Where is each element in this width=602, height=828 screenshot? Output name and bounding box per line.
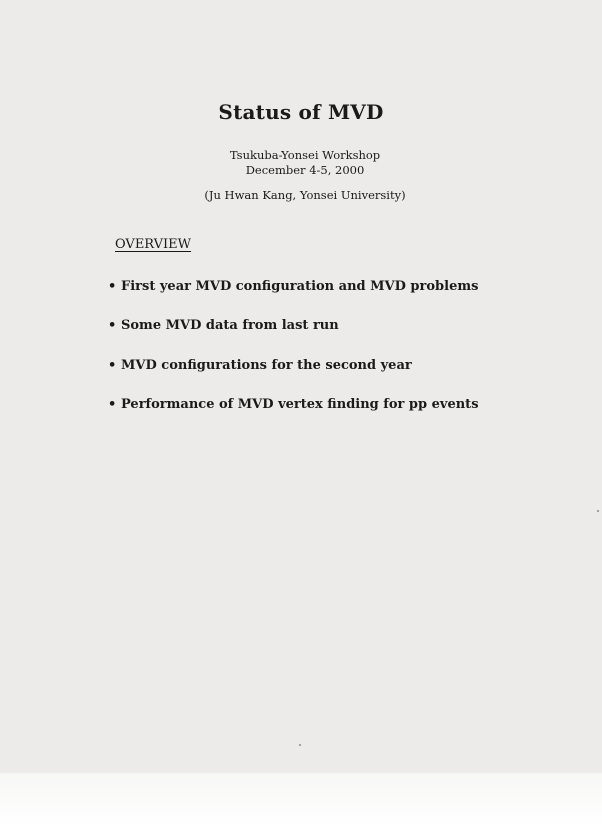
list-item [108,318,479,357]
list-item-text: MVD configurations for the second year [121,357,412,373]
list-item-text: Some MVD data from last run [121,318,339,334]
author-line: (Ju Hwan Kang, Yonsei University) [204,188,406,202]
scan-speck [299,744,301,746]
list-item [108,358,479,397]
list-item [108,279,479,318]
list-item-text: Performance of MVD vertex finding for pp events [121,396,479,412]
list-item [108,397,479,436]
bullet-icon: • [108,318,117,334]
scan-margin [0,773,602,828]
page-title: Status of MVD [218,100,384,124]
workshop-date: December 4-5, 2000 [245,163,365,177]
bullet-icon: • [108,279,117,294]
scan-speck [597,510,599,512]
bullet-icon: • [108,357,117,373]
bullet-icon: • [108,396,117,412]
overview-list [108,279,479,436]
list-item-text: First year MVD configuration and MVD problems [121,279,479,294]
section-heading: OVERVIEW [115,237,192,252]
workshop-name: Tsukuba-Yonsei Workshop [229,148,381,162]
